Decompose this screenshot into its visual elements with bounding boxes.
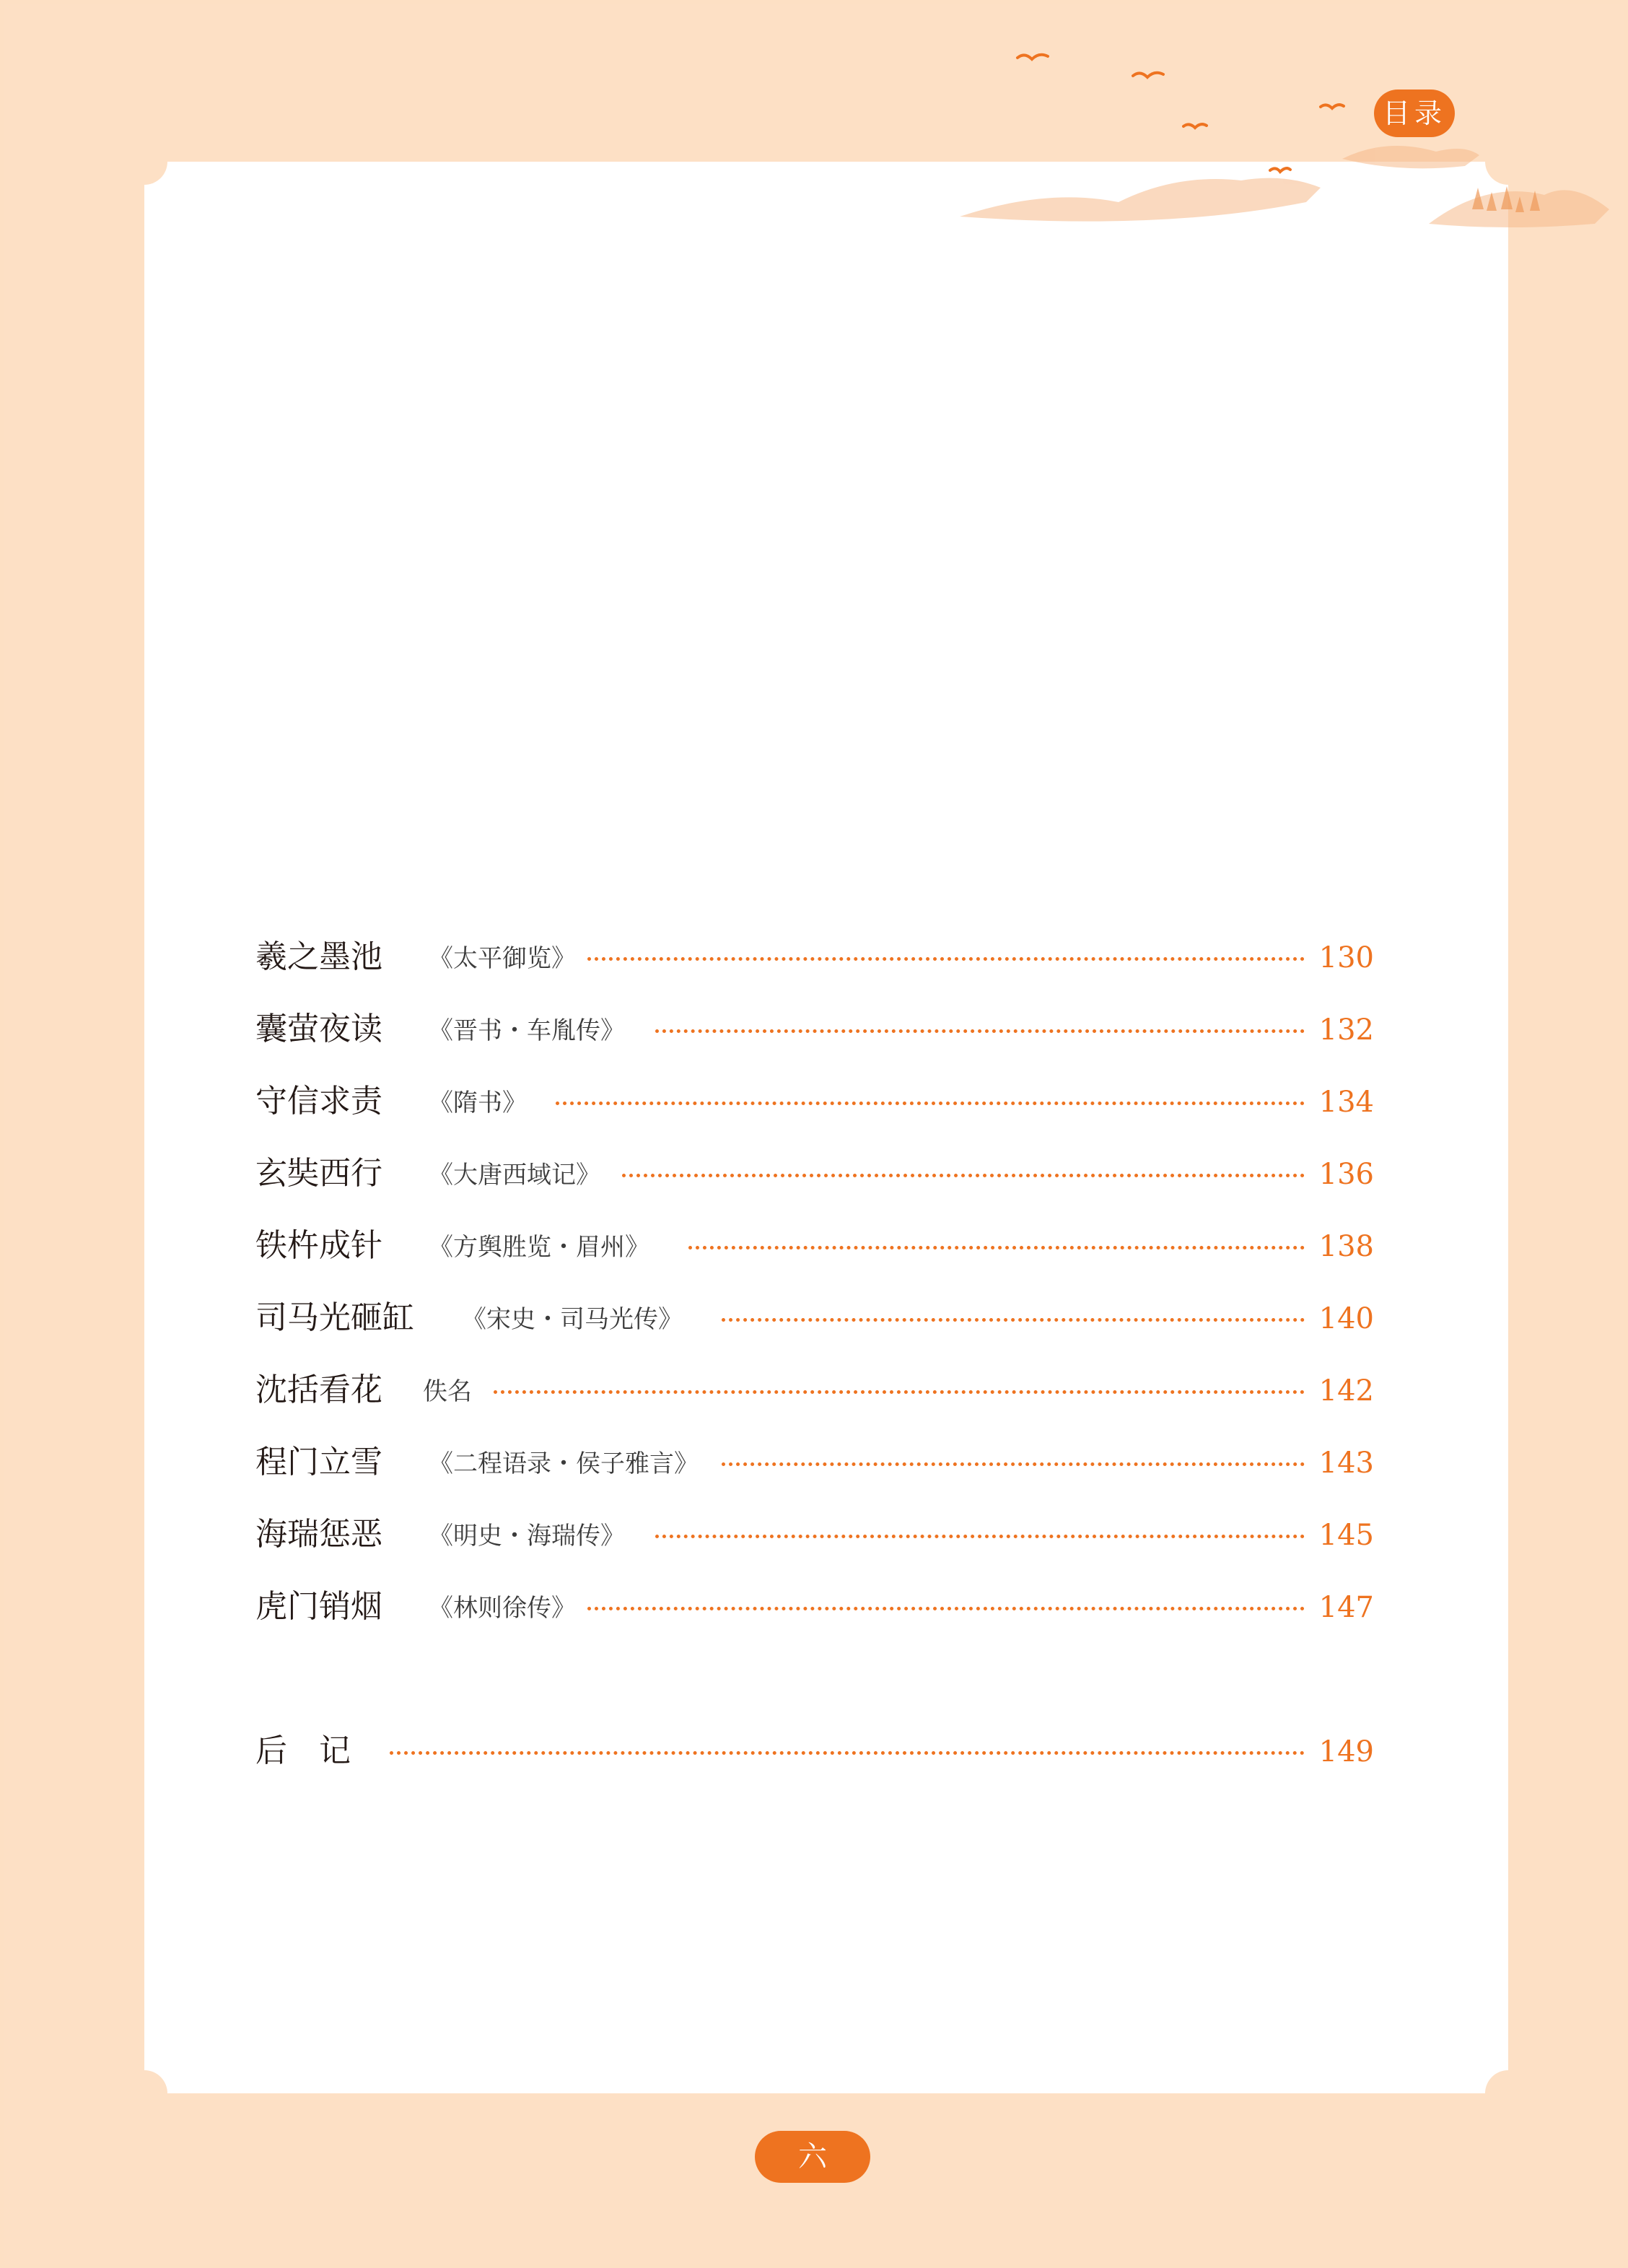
- toc-entry-source: 《二程语录・侯子雅言》: [429, 1449, 699, 1478]
- toc-leader-dots: [587, 1607, 1305, 1610]
- toc-entry-title: 守信求责: [255, 1083, 382, 1120]
- toc-entry[interactable]: [255, 1080, 1374, 1123]
- toc-entry-title: 虎门销烟: [255, 1588, 382, 1625]
- toc-badge: 目录: [1374, 90, 1455, 137]
- toc-entry-page: 138: [1318, 1230, 1374, 1263]
- toc-leader-dots: [655, 1029, 1305, 1033]
- toc-entry[interactable]: [255, 935, 1374, 979]
- toc-entry-source: 《宋史・司马光传》: [462, 1305, 683, 1334]
- toc-entry-source: 《大唐西域记》: [429, 1161, 600, 1190]
- toc-entry-page: 147: [1318, 1591, 1374, 1624]
- toc-entry-page: 145: [1318, 1519, 1374, 1552]
- toc-entry-title: 羲之墨池: [255, 938, 382, 975]
- toc-leader-dots: [587, 957, 1305, 961]
- toc-entry[interactable]: [255, 1224, 1374, 1268]
- toc-entry-title: 后 记: [255, 1732, 351, 1769]
- toc-entry-title: 海瑞惩恶: [255, 1516, 382, 1553]
- toc-entry[interactable]: [255, 1441, 1374, 1484]
- toc-leader-dots: [722, 1462, 1305, 1466]
- toc-entry-page: 142: [1318, 1374, 1374, 1408]
- toc-entry-source: 《隋书》: [429, 1089, 527, 1117]
- toc-entry-source: 《晋书・车胤传》: [429, 1016, 625, 1045]
- toc-entry-source: 《林则徐传》: [429, 1594, 576, 1623]
- page-number: 六: [755, 2131, 870, 2183]
- toc-entry-page: 130: [1318, 941, 1374, 974]
- toc-entry[interactable]: [255, 1585, 1374, 1628]
- toc-entry-page: 134: [1318, 1086, 1374, 1119]
- toc-leader-dots: [655, 1535, 1305, 1538]
- toc-entry-title: 司马光砸缸: [255, 1299, 414, 1336]
- toc-entry[interactable]: [255, 1008, 1374, 1051]
- toc-entry-source: 《太平御览》: [429, 944, 576, 973]
- toc-entry-page: 143: [1318, 1447, 1374, 1480]
- toc-entry-title: 铁杵成针: [255, 1227, 382, 1264]
- toc-leader-dots: [688, 1246, 1305, 1249]
- toc-entry-page: 136: [1318, 1158, 1374, 1191]
- toc-entry-title: 程门立雪: [255, 1444, 382, 1480]
- toc-entry[interactable]: [255, 1152, 1374, 1195]
- toc-entry-afterword[interactable]: [255, 1730, 1374, 1773]
- toc-entry-source: 《方舆胜览・眉州》: [429, 1233, 649, 1262]
- toc-entry-source: 佚名: [423, 1377, 472, 1406]
- toc-leader-dots: [494, 1390, 1305, 1394]
- toc-entry-title: 沈括看花: [255, 1371, 382, 1408]
- toc-leader-dots: [390, 1751, 1305, 1755]
- toc-entry-title: 玄奘西行: [255, 1155, 382, 1192]
- toc-entry[interactable]: [255, 1513, 1374, 1556]
- toc-leader-dots: [556, 1102, 1305, 1105]
- toc-entry-page: 132: [1318, 1013, 1374, 1047]
- toc-entry-source: 《明史・海瑞传》: [429, 1522, 625, 1550]
- toc-entry[interactable]: [255, 1296, 1374, 1340]
- toc-entry-page: 140: [1318, 1302, 1374, 1335]
- toc-entry[interactable]: [255, 1369, 1374, 1412]
- toc-leader-dots: [722, 1318, 1305, 1322]
- toc-leader-dots: [622, 1174, 1305, 1177]
- toc-entry-page: 149: [1318, 1735, 1374, 1768]
- toc-entry-title: 囊萤夜读: [255, 1011, 382, 1047]
